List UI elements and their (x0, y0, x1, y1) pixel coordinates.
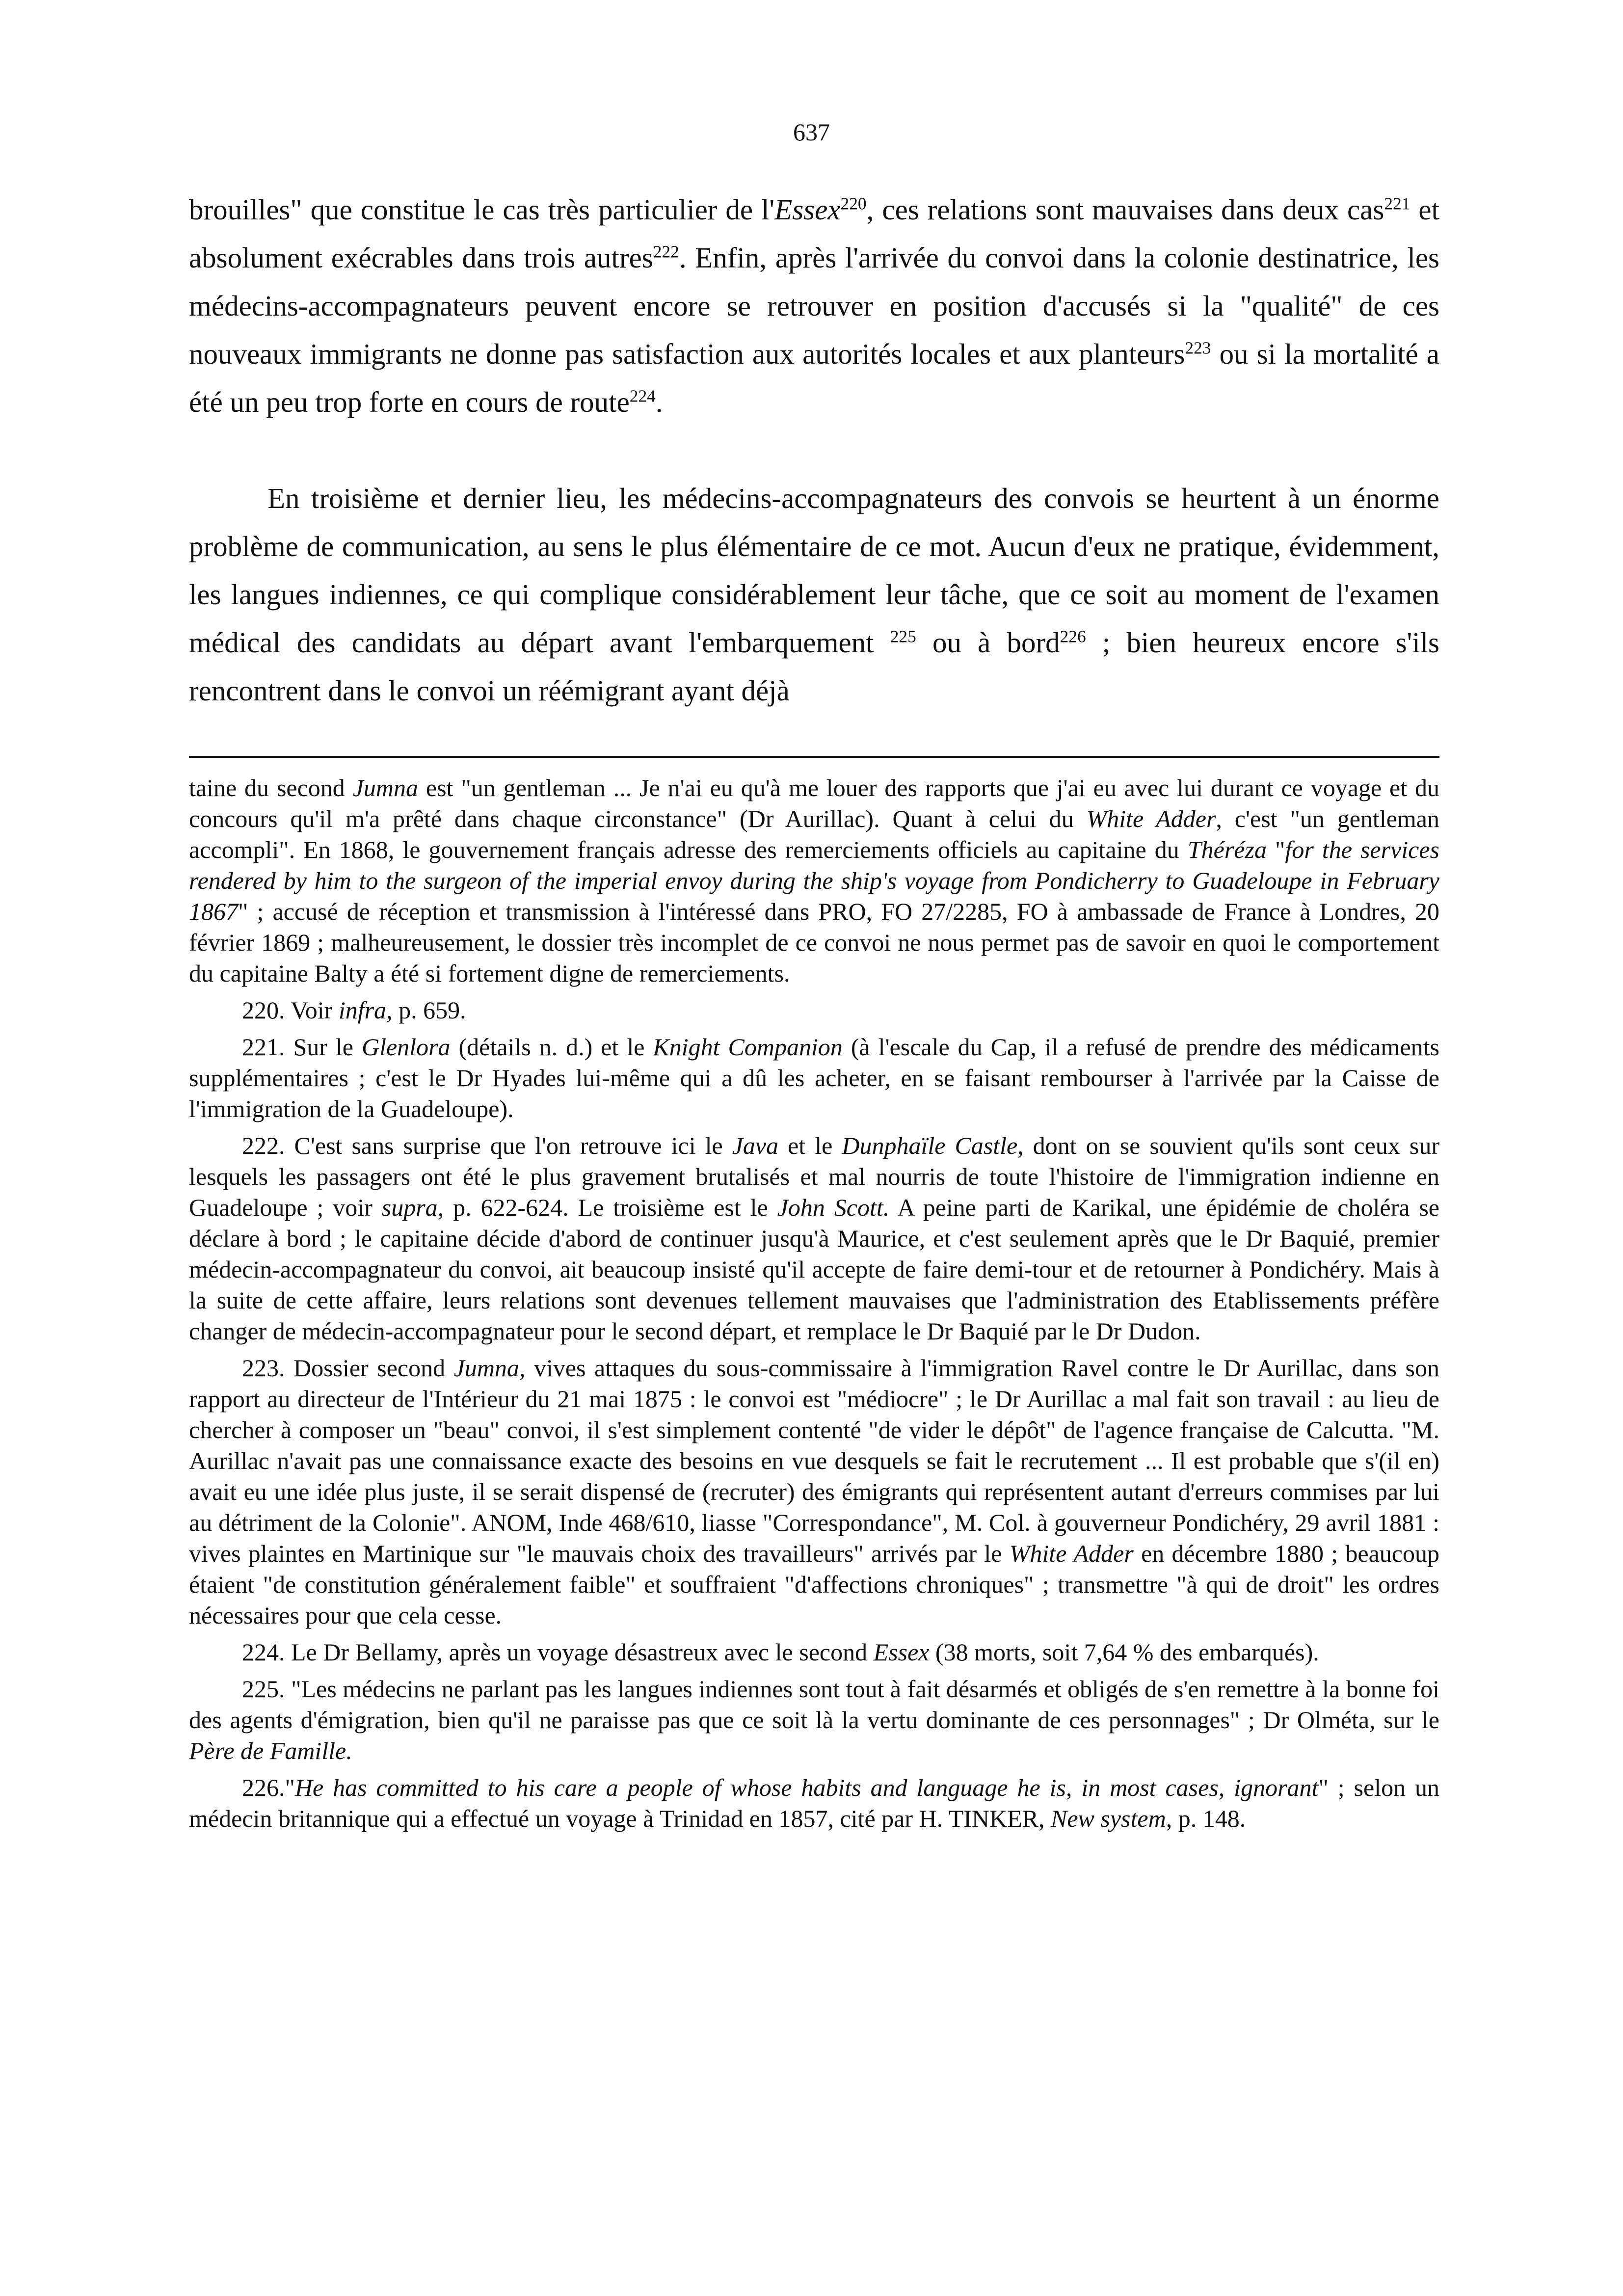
text-run: , p. 622-624. Le troisième est le (437, 1194, 777, 1221)
paragraph-2 (189, 474, 1439, 715)
text-run: (38 morts, soit 7,64 % des embarqués). (929, 1638, 1319, 1666)
footnote-222 (189, 1130, 1439, 1347)
footnote-223 (189, 1353, 1439, 1631)
text-run: " (1266, 836, 1285, 863)
footnote-ref[interactable]: 223 (1185, 338, 1211, 358)
page-number: 637 (793, 118, 830, 146)
text-run: , c'est "un gentleman accompli". En 1868, le gouvernement français adresse des remerciements officiels au capitaine du (189, 805, 1439, 863)
ship-name: Jumna, (453, 1354, 526, 1382)
ship-name: Essex (774, 193, 841, 226)
ship-name: Java (732, 1132, 779, 1159)
text-run: en décembre 1880 ; beaucoup étaient "de constitution généralement faible" et souffraient "d'affections chroniques" ; transmettre "à qui de droit" les ordres nécessaires pour que cela cesse. (189, 1540, 1439, 1629)
text-run: En troisième et dernier lieu, les médecins-accompagnateurs des convois se heurtent à un énorme problème de communication, au sens le plus élémentaire de ce mot. Aucun d'eux ne pratique, évidemment, les langues indiennes, ce qui complique considérablement leur tâche, que ce soit au moment de l'examen médical des candidats au départ avant l'embarquement (189, 482, 1439, 659)
text-run: ou à bord (916, 626, 1060, 659)
footnote-225 (189, 1674, 1439, 1766)
text-run: (à l'escale du Cap, il a refusé de prendre des médicaments supplémentaires ; c'est le Dr Hyades lui-même qui a dû les acheter, en se faisant rembourser à l'arrivée par la Caisse de l'immigration de la Guadeloupe). (189, 1033, 1439, 1122)
ship-name: John Scott. (777, 1194, 890, 1221)
text-run: , ces relations sont mauvaises dans deux cas (866, 193, 1384, 226)
text-run: , p. 148. (1166, 1805, 1246, 1832)
footnote-221 (189, 1032, 1439, 1124)
ship-name: Père de Famille. (189, 1737, 352, 1764)
text-run: et absolument exécrables dans trois autres (189, 193, 1439, 274)
footnote-226 (189, 1772, 1439, 1834)
text-run: 220. Voir (242, 996, 339, 1024)
paragraph-1 (189, 186, 1439, 426)
text-run: , dont on se souvient qu'ils sont ceux sur lesquels les passagers ont été le plus gravement brutalisés et mal nourris de toute l'histoire de l'immigration indienne en Guadeloupe ; voir (189, 1132, 1439, 1221)
text-run: 225. "Les médecins ne parlant pas les langues indiennes sont tout à fait désarmés et obligés de s'en remettre à la bonne foi des agents d'émigration, bien qu'il ne paraisse pas que ce soit là la vertu dominante de ces personnages" ; Dr Olméta, sur le (189, 1675, 1439, 1734)
main-text (189, 186, 1439, 715)
quotation: He has committed to his care a people of whose habits and language he is, in most cases, ignorant (294, 1774, 1319, 1801)
footnote-ref[interactable]: 220 (840, 193, 867, 214)
ship-name: Knight Companion (653, 1033, 843, 1061)
text-run: (détails n. d.) et le (450, 1033, 653, 1061)
footnotes (189, 773, 1439, 1840)
footnote-separator (189, 756, 1439, 758)
footnote-ref[interactable]: 226 (1060, 626, 1086, 646)
text-run: . (655, 386, 663, 418)
footnote-continued (189, 773, 1439, 989)
ship-name: Essex (873, 1638, 930, 1666)
text-run: ou si la mortalité a été un peu trop forte en cours de route (189, 338, 1439, 418)
ship-name: Théréza (1187, 836, 1267, 863)
footnote-ref[interactable]: 224 (629, 386, 656, 406)
footnote-ref[interactable]: 225 (890, 626, 916, 646)
ship-name: Glenlora (361, 1033, 451, 1061)
text-run: " ; accusé de réception et transmission à l'intéressé dans PRO, FO 27/2285, FO à ambassade de France à Londres, 20 février 1869 ; malheureusement, le dossier très incomplet de ce convoi ne nous permet pas de savoir en quoi le comportement du capitaine Balty a été si fortement digne de remerciements. (189, 898, 1439, 987)
footnote-ref[interactable]: 221 (1384, 193, 1410, 214)
ship-name: White Adder (1009, 1540, 1134, 1567)
italic-term: supra (381, 1194, 438, 1221)
text-run: 221. Sur le (242, 1033, 362, 1061)
quotation: for the services rendered by him to the surgeon of the imperial envoy during the ship's voyage from Pondicherry to Guadeloupe in February 1867 (189, 836, 1439, 925)
text-run: brouilles" que constitue le cas très particulier de l' (189, 193, 775, 226)
text-run: et le (778, 1132, 842, 1159)
footnote-ref[interactable]: 222 (653, 241, 679, 262)
ship-name: White Adder (1086, 805, 1216, 832)
text-run: taine du second (189, 774, 353, 801)
footnote-220 (189, 995, 1439, 1026)
text-run: A peine parti de Karikal, une épidémie de choléra se déclare à bord ; le capitaine décide d'abord de continuer jusqu'à Maurice, et c'est seulement après que le Dr Baquié, premier médecin-accompagnateur du convoi, ait beaucoup insisté qu'il accepte de faire demi-tour et de retourner à Pondichéry. Mais à la suite de cette affaire, leurs relations sont devenues tellement mauvaises que l'administration des Etablissements préfère changer de médecin-accompagnateur pour le second départ, et remplace le Dr Baquié par le Dr Dudon. (189, 1194, 1439, 1345)
ship-name: Jumna (352, 774, 418, 801)
text-run: est "un gentleman ... Je n'ai eu qu'à me louer des rapports que j'ai eu avec lui durant ce voyage et du concours qu'il m'a prêté dans chaque circonstance" (Dr Aurillac). Quant à celui du (189, 774, 1439, 832)
footnote-224 (189, 1637, 1439, 1668)
text-run: vives attaques du sous-commissaire à l'immigration Ravel contre le Dr Aurillac, dans son rapport au directeur de l'Intérieur du 21 mai 1875 : le convoi est "médiocre" ; le Dr Aurillac a mal fait son travail : au lieu de chercher à composer un "beau" convoi, il s'est simplement contenté "de vider le dépôt" de l'agence française de Calcutta. "M. Aurillac n'avait pas une connaissance exacte des besoins en vue desquels se fait le recrutement ... Il est probable que s'(il en) avait eu une idée plus juste, il se serait dispensé de (recruter) des émigrants qui représentent autant d'erreurs commises par lui au détriment de la Colonie". ANOM, Inde 468/610, liasse "Correspondance", M. Col. à gouverneur Pondichéry, 29 avril 1881 : vives plaintes en Martinique sur "le mauvais choix des travailleurs" arrivés par le (189, 1354, 1439, 1567)
ship-name: Dunphaïle Castle (842, 1132, 1018, 1159)
text-run: ; bien heureux encore s'ils rencontrent dans le convoi un réémigrant ayant déjà (189, 626, 1439, 707)
text-run: 224. Le Dr Bellamy, après un voyage désastreux avec le second (242, 1638, 874, 1666)
text-run: . Enfin, après l'arrivée du convoi dans la colonie destinatrice, les médecins-accompagnateurs peuvent encore se retrouver en position d'accusés si la "qualité" de ces nouveaux immigrants ne donne pas satisfaction aux autorités locales et aux planteurs (189, 241, 1440, 370)
text-run: " ; selon un médecin britannique qui a effectué un voyage à Trinidad en 1857, cité par H. TINKER, (189, 1774, 1439, 1832)
text-run: 223. Dossier second (242, 1354, 454, 1382)
text-run: 226." (242, 1774, 295, 1801)
italic-term: infra (338, 996, 387, 1024)
text-run: , p. 659. (386, 996, 466, 1024)
book-title: New system (1051, 1805, 1166, 1832)
text-run: 222. C'est sans surprise que l'on retrouve ici le (242, 1132, 732, 1159)
